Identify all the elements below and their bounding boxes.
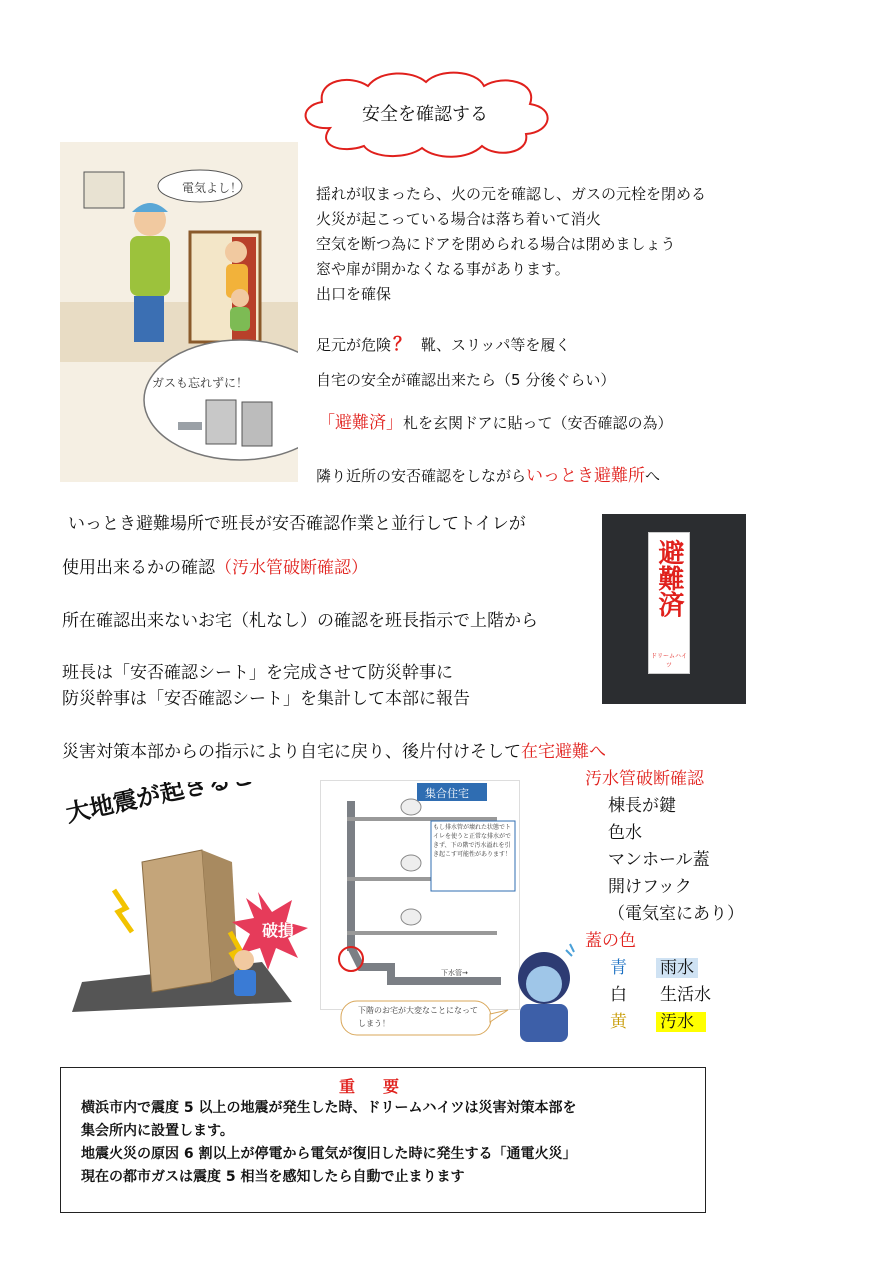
sewer-check bbox=[585, 766, 744, 1036]
bubble-electricity: 電気よし！ bbox=[182, 181, 243, 195]
important-body bbox=[81, 1097, 705, 1189]
lid-use-sewage: 汚水 bbox=[656, 1012, 706, 1032]
important-title: 重要 bbox=[338, 1077, 427, 1096]
lid-row-blue bbox=[585, 955, 744, 982]
bubble-gas: ガスも忘れずに！ bbox=[152, 376, 249, 390]
footing-line bbox=[316, 330, 570, 356]
step-line: 空気を断つ為にドアを閉められる場合は閉めましょう bbox=[316, 235, 676, 253]
footing-text: 足元が危険 bbox=[316, 336, 392, 354]
sec2-line1: いっとき避難場所で班長が安否確認作業と並行してトイレが bbox=[68, 514, 526, 534]
neighbors-line bbox=[316, 461, 660, 486]
earthquake-safety-illustration bbox=[60, 142, 298, 482]
lid-color-yellow: 黄 bbox=[610, 1012, 627, 1032]
sewer-item: （電気室にあり） bbox=[608, 904, 744, 924]
page-title: 安全を確認する bbox=[362, 104, 488, 125]
lid-color-blue: 青 bbox=[610, 958, 627, 978]
step-line: 火災が起こっている場合は落ち着いて消火 bbox=[316, 210, 601, 228]
important-line: 現在の都市ガスは震度 5 相当を感知したら自動で止まります bbox=[81, 1169, 465, 1185]
drain-diagram bbox=[320, 780, 520, 1010]
section-1 bbox=[316, 182, 706, 307]
step-line: 窓や扉が開かなくなる事があります。 bbox=[316, 260, 570, 278]
lid-row-white bbox=[585, 982, 744, 1009]
lid-color-white: 白 bbox=[610, 985, 627, 1005]
housing-label: 集合住宅 bbox=[425, 787, 469, 800]
lid-row-yellow bbox=[585, 1009, 744, 1036]
sewer-item: 色水 bbox=[608, 823, 642, 843]
important-line: 集会所内に設置します。 bbox=[81, 1123, 234, 1139]
evacuated-sign-photo bbox=[602, 514, 746, 704]
important-notice bbox=[60, 1067, 706, 1213]
home-evacuation: 在宅避難へ bbox=[521, 742, 606, 762]
sec2-line5: 防災幹事は「安否確認シート」を集計して本部に報告 bbox=[62, 689, 470, 709]
evacuated-tag: 「避難済」 bbox=[318, 413, 403, 433]
sec2-line2-red: （汚水管破断確認） bbox=[215, 558, 368, 578]
sec2-line6 bbox=[62, 737, 606, 762]
temporary-shelter: いっとき避難所 bbox=[526, 466, 646, 486]
sign-text: 避難済 bbox=[654, 539, 684, 617]
pipe-label: 下水管→ bbox=[441, 969, 468, 977]
damage-label: 破損 bbox=[262, 921, 295, 940]
sec2-line3: 所在確認出来ないお宅（札なし）の確認を班長指示で上階から bbox=[62, 611, 538, 631]
neighbors-suffix: へ bbox=[645, 467, 661, 485]
sec2-line2 bbox=[62, 553, 368, 578]
neighbors-text: 隣り近所の安否確認をしながら bbox=[316, 467, 527, 485]
question-mark: ？ bbox=[393, 334, 412, 355]
speech-text: 下階のお宅が大変なことになってしまう！ bbox=[358, 1006, 478, 1028]
step-line: 出口を確保 bbox=[316, 285, 392, 303]
sec2-line2-text: 使用出来るかの確認 bbox=[62, 558, 215, 578]
sewer-item: マンホール蓋 bbox=[608, 850, 710, 870]
sewer-check-title: 汚水管破断確認 bbox=[585, 769, 704, 789]
step-line: 揺れが収まったら、火の元を確認し、ガスの元栓を閉める bbox=[316, 185, 707, 203]
sign-card bbox=[648, 532, 690, 674]
lid-colors-title: 蓋の色 bbox=[585, 931, 636, 951]
worried-person-illustration bbox=[508, 938, 580, 1042]
sec2-line6-text: 災害対策本部からの指示により自宅に戻り、後片付けそして bbox=[62, 742, 521, 762]
sign-small: ドリームハイツ bbox=[650, 653, 687, 669]
lid-use-domestic: 生活水 bbox=[660, 985, 711, 1005]
sec2-line4: 班長は「安否確認シート」を完成させて防災幹事に bbox=[62, 663, 453, 683]
important-line: 地震火災の原因 6 割以上が停電から電気が復旧した時に発生する「通電火災」 bbox=[81, 1146, 577, 1162]
speech-bubble bbox=[340, 1000, 510, 1038]
section-2 bbox=[62, 512, 526, 536]
evacuated-rest: 札を玄関ドアに貼って（安否確認の為） bbox=[403, 414, 673, 432]
drain-note: もし排水管が壊れた状態でトイレを使うと正常な排水ができず、下の階で汚水溢れを引き起こす可能性があります！ bbox=[433, 824, 512, 858]
evacuated-line bbox=[318, 408, 673, 433]
footing-rest: 靴、スリッパ等を履く bbox=[421, 336, 571, 354]
sewer-item: 開けフック bbox=[608, 877, 692, 897]
sewer-item: 棟長が鍵 bbox=[608, 796, 676, 816]
earthquake-damage-illustration bbox=[62, 782, 320, 1032]
lid-use-rain: 雨水 bbox=[656, 958, 698, 978]
home-safe-line: 自宅の安全が確認出来たら（5 分後ぐらい） bbox=[316, 371, 616, 389]
headline-text: 大地震が起きると… bbox=[63, 782, 281, 828]
important-line: 横浜市内で震度 5 以上の地震が発生した時、ドリームハイツは災害対策本部を bbox=[81, 1100, 577, 1116]
title-cloud bbox=[290, 68, 560, 160]
